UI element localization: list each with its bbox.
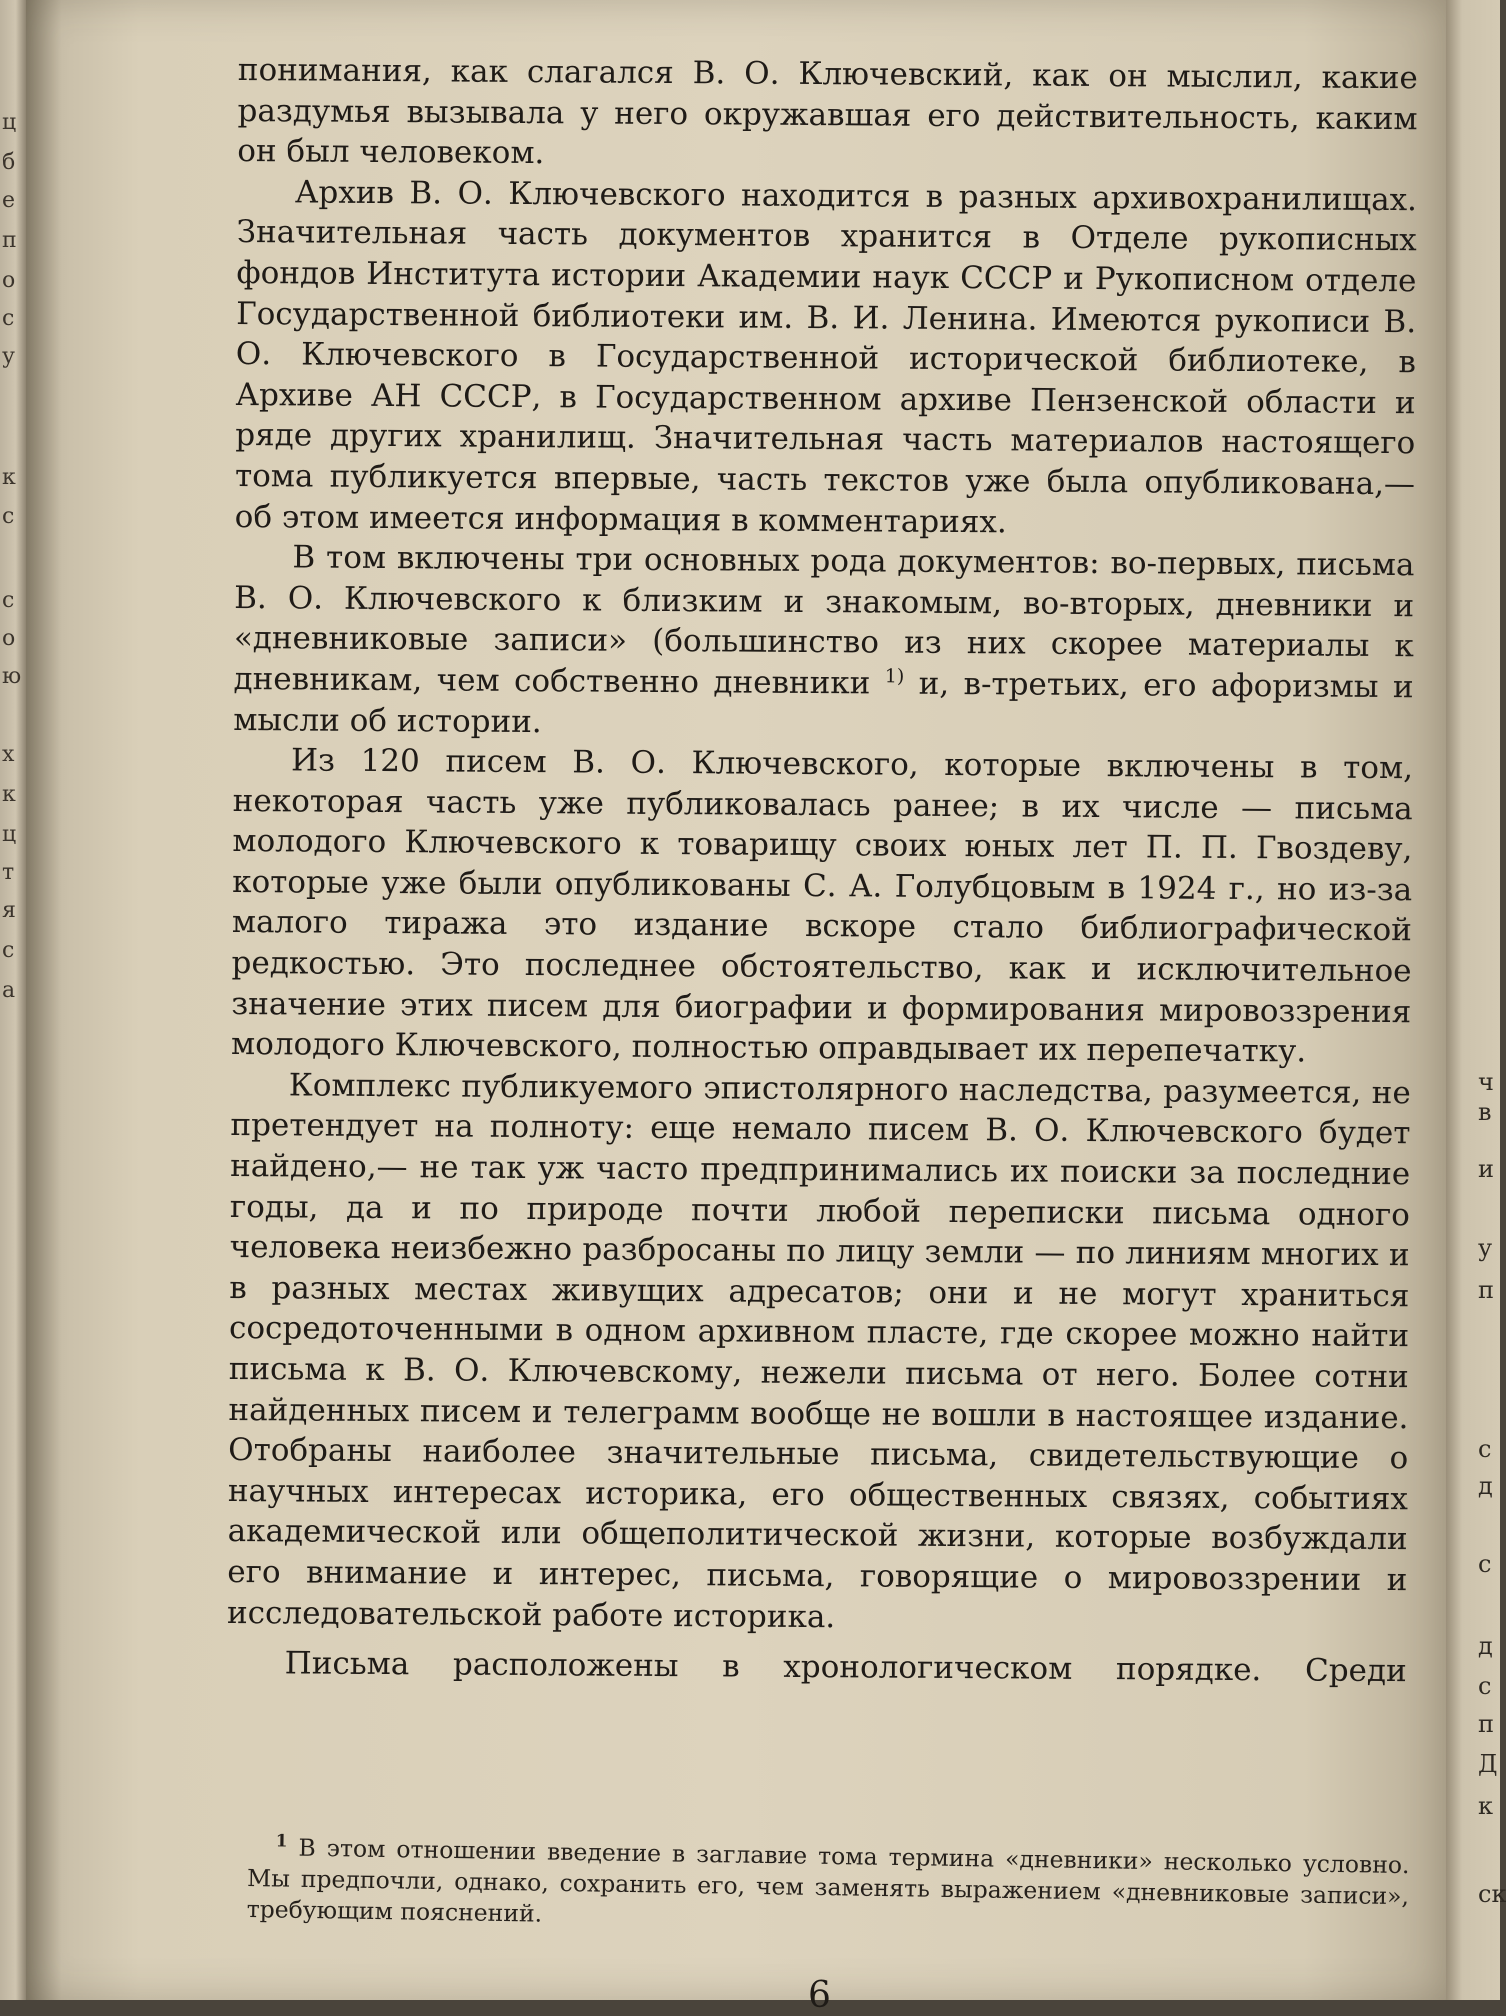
paragraph-order: Письма расположены в хронологическом порядке. Среди <box>284 1645 1407 1690</box>
right-page-edge <box>1446 0 1506 2000</box>
left-margin-glyph: с <box>2 504 15 529</box>
left-page-edge <box>0 0 26 2000</box>
left-margin-glyph: о <box>2 626 16 651</box>
page-number: 6 <box>808 1975 831 2016</box>
left-margin-glyph: ц <box>2 822 17 847</box>
right-margin-glyph: ч <box>1478 1068 1494 1096</box>
right-margin-glyph: у <box>1478 1234 1493 1262</box>
footnote-text-block <box>246 1826 1409 1943</box>
left-margin-glyph: ц <box>2 110 17 135</box>
left-margin-glyph: с <box>2 938 15 963</box>
paragraph-archive: Архив В. О. Ключевского находится в разных архивохранилищах. Значительная часть документов хранится в Отделе рукописных фондов Института истории Академии наук СССР и Рукописном отделе Государственной библиотеки им. В. И. Ленина. Имеются рукописи В. О. Ключевского в Государственной исторической библиотеке, в Архиве АН СССР, в Государственном архиве Пензенской области и ряде других хранилищ. Значительная часть материалов настоящего тома публикуется впервые, часть текстов уже была опубликована,— об этом имеется информация в комментариях. <box>234 174 1418 540</box>
footnote <box>246 1826 1409 1943</box>
left-margin-glyph: с <box>2 306 15 331</box>
right-margin-glyph: к <box>1478 1792 1493 1820</box>
left-margin-glyph: е <box>2 188 16 213</box>
paragraph-contents-part1: В том включены три основных рода документов: во-первых, письма В. О. Ключевского к близким и знакомым, во-вторых, дневники и «дневниковые записи» (большинство из них скорее материалы к дневникам, чем собственно дневники <box>233 539 1415 702</box>
paragraph-contents-part2: и, в-третьих, его афоризмы и мысли об истории. <box>233 665 1414 740</box>
left-margin-glyph: к <box>2 465 16 490</box>
paragraph-intro-continuation: понимания, как слагался В. О. Ключевский, как он мыслил, какие раздумья вызывала у него окружавшая его действительность, каким он был человеком. <box>237 51 1418 172</box>
left-margin-glyph: о <box>2 268 16 293</box>
right-margin-glyph: д <box>1478 1472 1493 1500</box>
footnote-text: В этом отношении введение в заглавие тома термина «дневники» несколько условно. Мы предпочли, однако, сохранить его, чем заменять выражением «дневниковые записи», требующим пояснений. <box>246 1833 1410 1928</box>
left-margin-glyph: т <box>2 860 15 885</box>
right-margin-glyph: и <box>1478 1155 1494 1183</box>
paragraph-contents <box>233 537 1414 748</box>
left-margin-glyph: к <box>2 782 16 807</box>
paragraph-epistolary: Комплекс публикуемого эпистолярного наследства, разумеется, не претендует на полноту: еще немало писем В. О. Ключевского будет найдено,— не так уж часто предпринимались их поиски за последние годы, да и по природе почти любой переписки письма одного человека неизбежно разбросаны по лицу земли — по линиям многих и в разных местах живущих адресатов; они и не могут храниться сосредоточенными в одном архивном пласте, где скорее можно найти письма к В. О. Ключевскому, нежели письма от него. Более сотни найденных писем и телеграмм вообще не вошли в настоящее издание. Отобраны наиболее значительные письма, свидетельствующие о научных интересах историка, его общественных связях, событиях академической или общеполитической жизни, которые возбуждали его внимание и интерес, письма, говорящие о мировоззрении и исследовательской работе историка. <box>226 1067 1411 1635</box>
left-margin-glyph: а <box>2 978 16 1003</box>
right-margin-glyph: с <box>1478 1435 1492 1463</box>
right-margin-glyph: д <box>1478 1632 1493 1660</box>
left-margin-glyph: х <box>2 742 15 767</box>
left-margin-glyph: у <box>2 344 15 369</box>
right-margin-glyph: Д <box>1478 1750 1498 1778</box>
paragraph-letters: Из 120 писем В. О. Ключевского, которые включены в том, некоторая часть уже публиковалась ранее; в их числе — письма молодого Ключевского к товарищу своих юных лет П. П. Гвоздеву, которые уже были опубликованы С. А. Голубцовым в 1924 г., но из-за малого тиража это издание вскоре стало библиографической редкостью. Это последнее обстоятельство, как и исключительное значение этих писем для биографии и формирования мировоззрения молодого Ключевского, полностью оправдывает их перепечатку. <box>230 742 1414 1070</box>
body-text <box>227 50 1418 1692</box>
right-margin-glyph: ск <box>1478 1880 1506 1908</box>
left-margin-glyph: я <box>2 898 16 923</box>
left-margin-glyph: б <box>2 150 16 175</box>
right-margin-glyph: в <box>1478 1098 1492 1126</box>
right-margin-glyph: п <box>1478 1276 1494 1304</box>
right-margin-glyph: с <box>1478 1672 1492 1700</box>
right-margin-glyph: с <box>1478 1550 1492 1578</box>
footnote-mark: 1 <box>275 1831 288 1852</box>
footnote-reference: 1) <box>884 665 905 688</box>
left-margin-glyph: с <box>2 588 15 613</box>
right-margin-glyph: п <box>1478 1710 1494 1738</box>
left-margin-glyph: п <box>2 228 17 253</box>
left-margin-glyph: ю <box>2 664 22 689</box>
